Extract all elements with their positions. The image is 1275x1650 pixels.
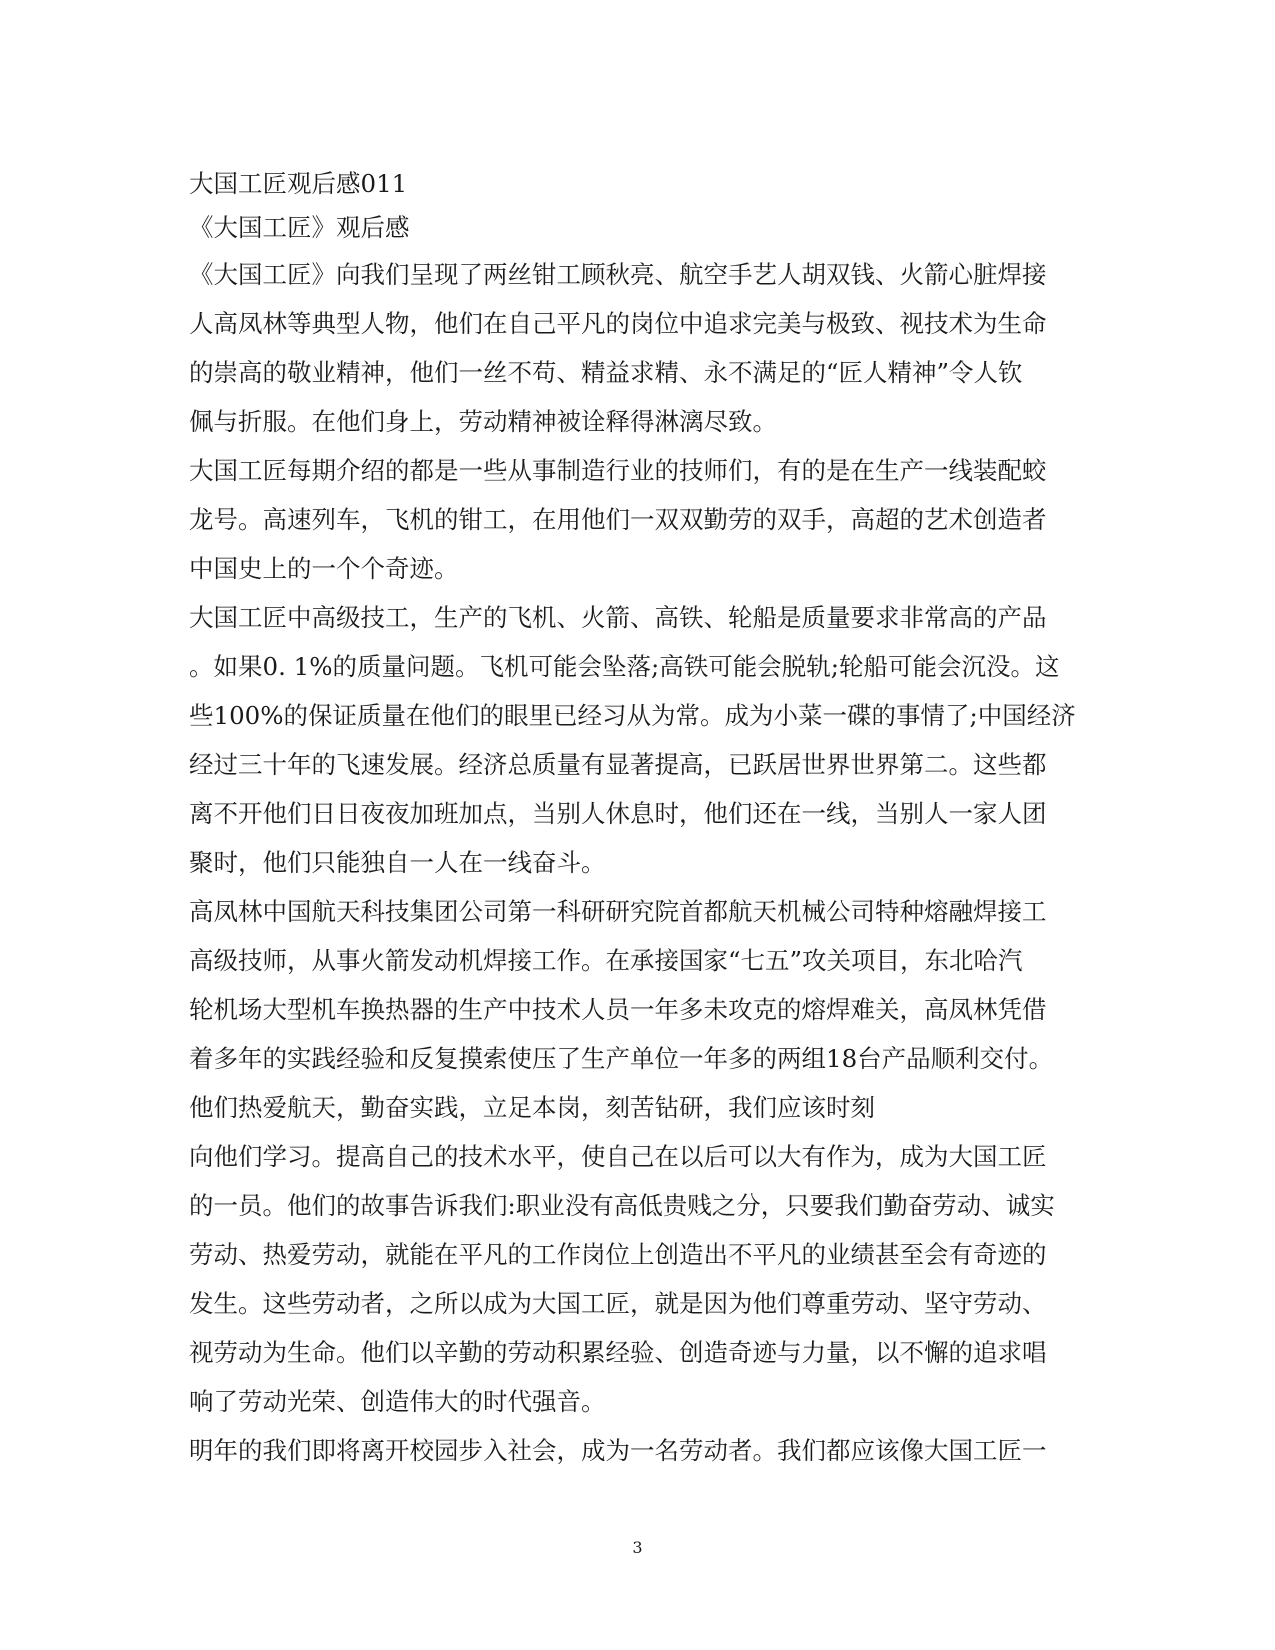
text-line: 发生。这些劳动者，之所以成为大国工匠，就是因为他们尊重劳动、坚守劳动、 — [189, 1289, 1047, 1318]
text-line: 高凤林中国航天科技集团公司第一科研研究院首都航天机械公司特种熔融焊接工 — [189, 897, 1047, 926]
document-title: 大国工匠观后感011 — [189, 169, 408, 198]
body-text — [189, 250, 1089, 1475]
text-line: 大国工匠中高级技工，生产的飞机、火箭、高铁、轮船是质量要求非常高的产品 — [189, 603, 1047, 632]
text-line: 视劳动为生命。他们以辛勤的劳动积累经验、创造奇迹与力量，以不懈的追求唱 — [189, 1338, 1047, 1367]
text-line: 劳动、热爱劳动，就能在平凡的工作岗位上创造出不平凡的业绩甚至会有奇迹的 — [189, 1240, 1047, 1269]
text-line: 大国工匠每期介绍的都是一些从事制造行业的技师们，有的是在生产一线装配蛟 — [189, 456, 1047, 485]
text-line: 人高凤林等典型人物，他们在自己平凡的岗位中追求完美与极致、视技术为生命 — [189, 309, 1047, 338]
text-line: 的崇高的敬业精神，他们一丝不苟、精益求精、永不满足的“匠人精神”令人钦 — [189, 358, 1023, 387]
text-line: 向他们学习。提高自己的技术水平，使自己在以后可以大有作为，成为大国工匠 — [189, 1142, 1047, 1171]
text-line: 高级技师，从事火箭发动机焊接工作。在承接国家“七五”攻关项目，东北哈汽 — [189, 946, 1023, 975]
text-line: 佩与折服。在他们身上，劳动精神被诠释得淋漓尽致。 — [189, 407, 777, 436]
text-line: 他们热爱航天，勤奋实践，立足本岗，刻苦钻研，我们应该时刻 — [189, 1093, 875, 1122]
document-subtitle: 《大国工匠》观后感 — [189, 213, 410, 242]
text-line: 的一员。他们的故事告诉我们:职业没有高低贵贱之分，只要我们勤奋劳动、诚实 — [189, 1191, 1055, 1220]
document-body — [189, 162, 1089, 1475]
text-line: 着多年的实践经验和反复摸索使压了生产单位一年多的两组18台产品顺利交付。 — [189, 1044, 1054, 1073]
text-line: 离不开他们日日夜夜加班加点，当别人休息时，他们还在一线，当别人一家人团 — [189, 799, 1047, 828]
text-line: 《大国工匠》向我们呈现了两丝钳工顾秋亮、航空手艺人胡双钱、火箭心脏焊接 — [189, 260, 1047, 289]
text-line: 轮机场大型机车换热器的生产中技术人员一年多未攻克的熔焊难关，高凤林凭借 — [189, 995, 1047, 1024]
text-line: 中国史上的一个个奇迹。 — [189, 554, 459, 583]
page-number: 3 — [632, 1538, 643, 1557]
text-line: 响了劳动光荣、创造伟大的时代强音。 — [189, 1387, 606, 1416]
text-line: 经过三十年的飞速发展。经济总质量有显著提高，已跃居世界世界第二。这些都 — [189, 750, 1047, 779]
text-line: 些100%的保证质量在他们的眼里已经习从为常。成为小菜一碟的事情了;中国经济 — [189, 701, 1076, 730]
text-line: 龙号。高速列车，飞机的钳工，在用他们一双双勤劳的双手，高超的艺术创造者 — [189, 505, 1047, 534]
text-line: 聚时，他们只能独自一人在一线奋斗。 — [189, 848, 606, 877]
text-line: 明年的我们即将离开校园步入社会，成为一名劳动者。我们都应该像大国工匠一 — [189, 1436, 1047, 1465]
text-line: 。如果0. 1%的质量问题。飞机可能会坠落;高铁可能会脱轨;轮船可能会沉没。这 — [189, 652, 1060, 681]
